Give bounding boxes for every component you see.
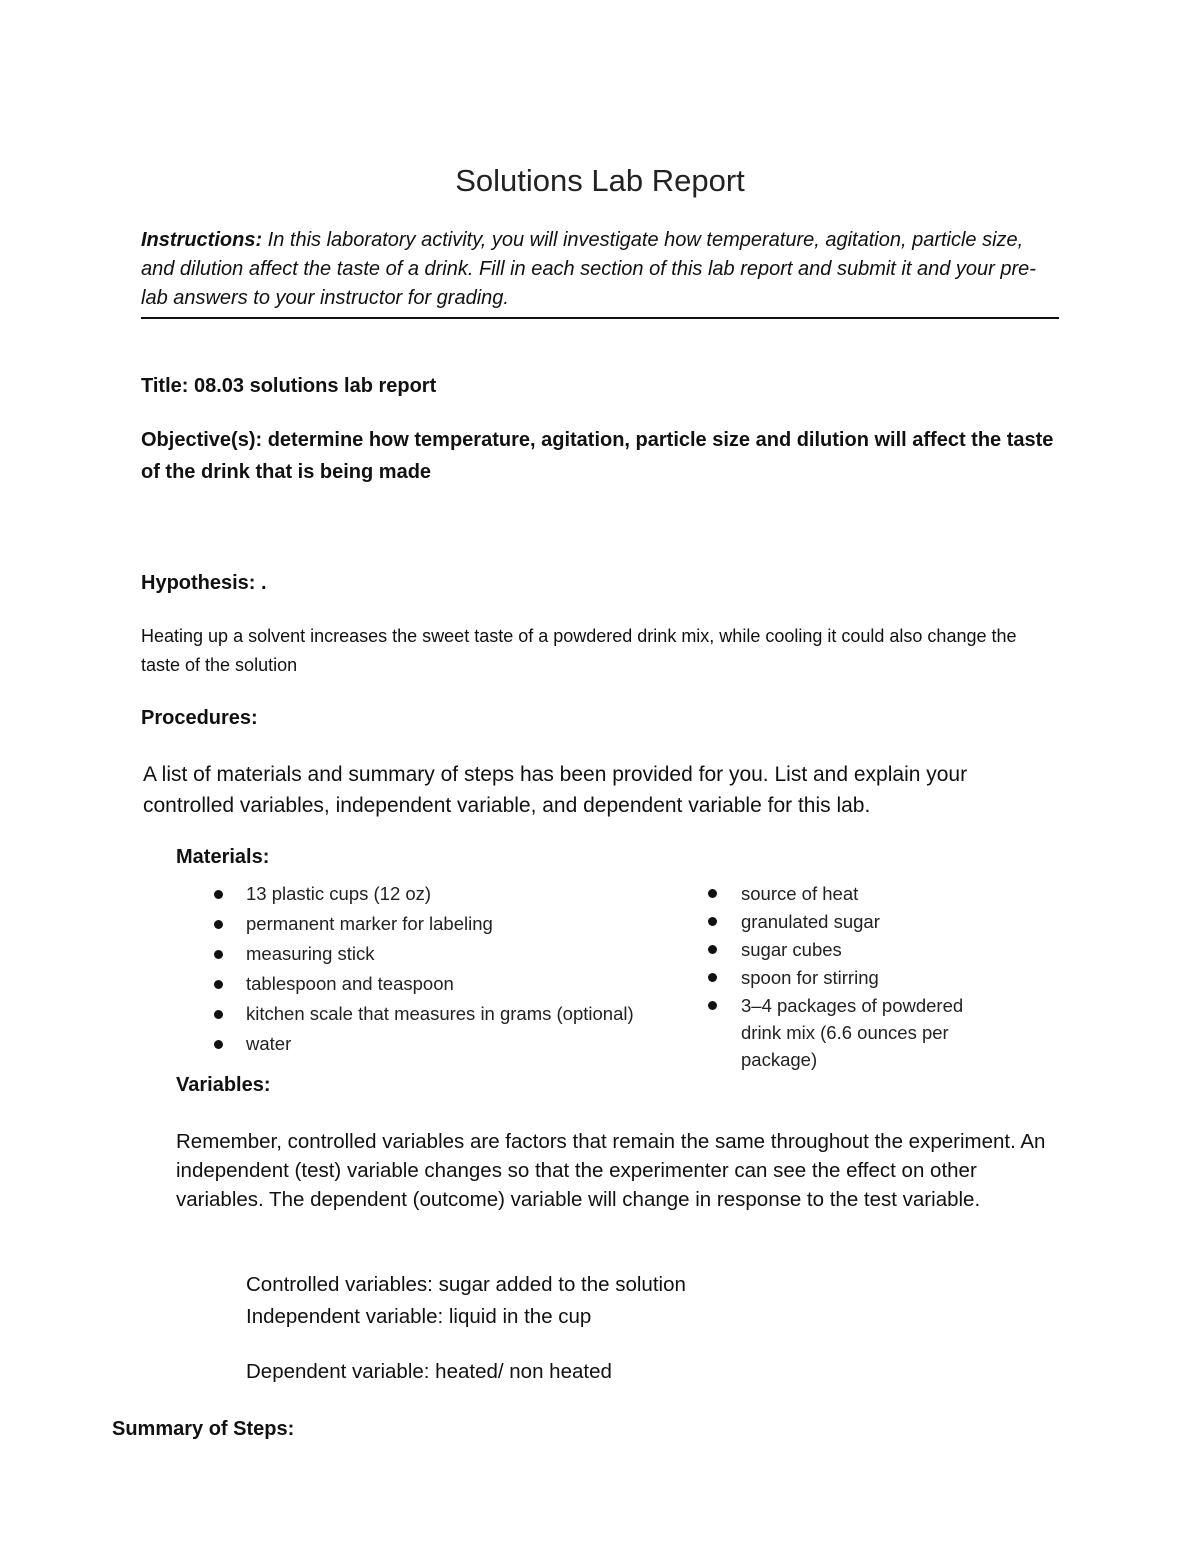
variables-label: Variables: [176,1074,271,1096]
list-item: water [246,1030,634,1060]
list-item: granulated sugar [741,908,1001,935]
hypothesis-text: Heating up a solvent increases the sweet taste of a powdered drink mix, while cooling it could also change the taste of the solution [141,626,1017,675]
bullet-icon [214,1010,223,1019]
title-field: Title: 08.03 solutions lab report [141,375,437,397]
list-item: 13 plastic cups (12 oz) [246,880,634,910]
bullet-icon [214,980,223,989]
list-item: source of heat [741,880,1001,907]
page-title: Solutions Lab Report [455,163,745,198]
materials-list-right [741,880,1001,1074]
bullet-icon [214,920,223,929]
bullet-icon [708,945,717,954]
list-item: tablespoon and teaspoon [246,970,634,1000]
list-item: measuring stick [246,940,634,970]
list-item: spoon for stirring [741,964,1001,991]
bullet-icon [708,889,717,898]
bullet-icon [708,1001,717,1010]
list-item: kitchen scale that measures in grams (optional) [246,1000,634,1030]
instructions-label: Instructions: [141,229,263,251]
procedures-label: Procedures: [141,707,258,729]
procedures-text: A list of materials and summary of steps has been provided for you. List and explain your controlled variables, independent variable, and dependent variable for this lab. [143,763,968,817]
objective-field: Objective(s): determine how temperature, agitation, particle size and dilution will affect the taste of the drink that is being made [141,429,1054,483]
instructions-text: In this laboratory activity, you will investigate how temperature, agitation, particle size, and dilution affect the taste of a drink. Fill in each section of this lab report and submit it and your pre-lab answers to your instructor for grading. [141,229,1036,309]
dependent-variable: Dependent variable: heated/ non heated [246,1360,612,1383]
controlled-variables: Controlled variables: sugar added to the solution [246,1273,686,1296]
bullet-icon [708,973,717,982]
variables-text: Remember, controlled variables are factors that remain the same throughout the experiment. An independent (test) variable changes so that the experimenter can see the effect on other variables. The dependent (outcome) variable will change in response to the test variable. [176,1130,1046,1211]
instructions-block [141,226,1059,319]
materials-label: Materials: [176,846,270,868]
list-item: sugar cubes [741,936,1001,963]
bullet-icon [214,890,223,899]
bullet-icon [214,950,223,959]
summary-label: Summary of Steps: [112,1418,295,1440]
bullet-icon [214,1040,223,1049]
bullet-icon [708,917,717,926]
list-item: 3–4 packages of powdered drink mix (6.6 ounces per package) [741,992,1001,1073]
materials-list-left [246,880,634,1060]
independent-variable: Independent variable: liquid in the cup [246,1305,592,1328]
hypothesis-label: Hypothesis: . [141,572,267,594]
list-item: permanent marker for labeling [246,910,634,940]
